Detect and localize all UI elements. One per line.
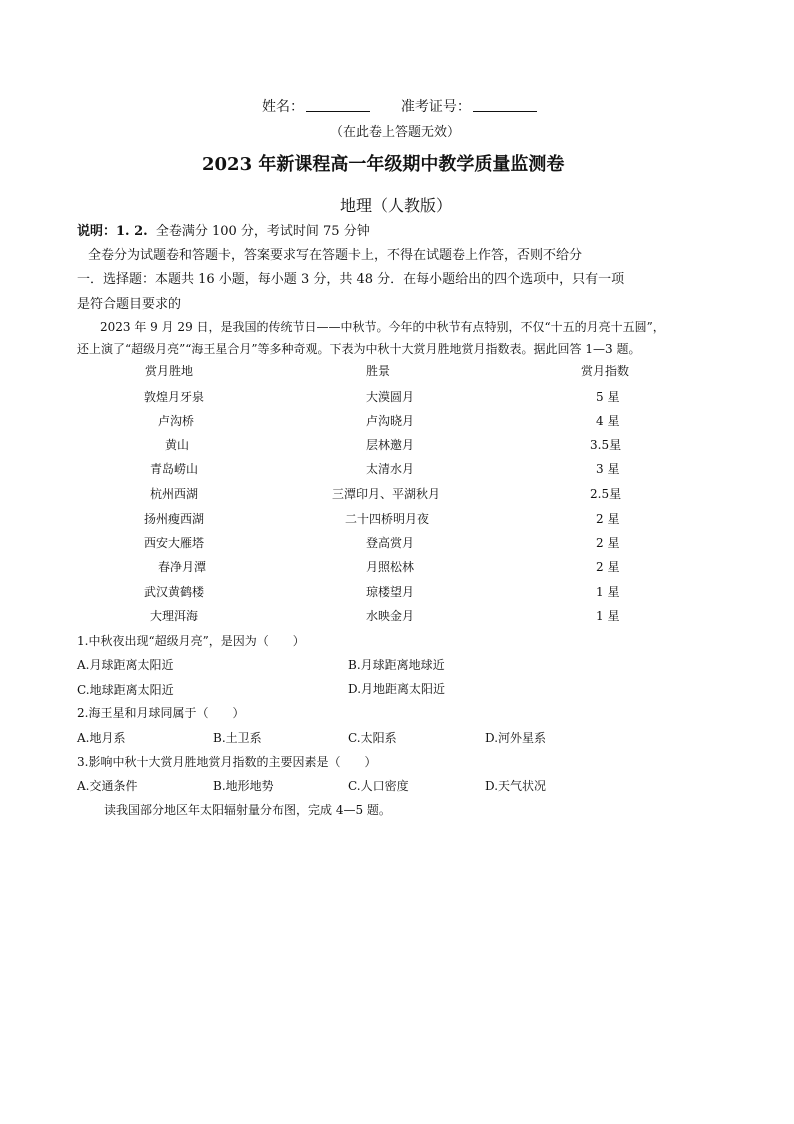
question-3-option-b[interactable]: B.地形地势 xyxy=(213,779,274,793)
question-1-option-d[interactable]: D.月地距离太阳近 xyxy=(348,682,446,696)
question-1-option-a[interactable]: A.月球距离太阳近 xyxy=(77,658,174,672)
table-header-scene: 胜景 xyxy=(366,364,391,378)
section-one-heading: 一．选择题：本题共 16 小题，每小题 3 分，共 48 分．在每小题给出的四个选项中，只有一项 xyxy=(77,272,625,287)
question-2-option-a[interactable]: A.地月系 xyxy=(77,731,126,745)
name-label: 姓名： xyxy=(262,99,304,115)
table-row: 黄山 层林邀月 3.5星 xyxy=(165,438,622,452)
page-subtitle: 地理（人教版） xyxy=(340,196,453,215)
page-title: 2023 年新课程高一年级期中教学质量监测卷 xyxy=(202,154,565,175)
table-header-place: 赏月胜地 xyxy=(145,364,194,378)
table-row: 武汉黄鹤楼 琼楼望月 1 星 xyxy=(144,585,620,599)
question-1-stem: 1.中秋夜出现“超级月亮”，是因为（ ） xyxy=(77,634,305,648)
table-row: 卢沟桥 卢沟晓月 4 星 xyxy=(158,414,620,428)
instructions-score: 全卷满分 100 分，考试时间 75 分钟 xyxy=(155,224,370,239)
question-1-option-b[interactable]: B.月球距离地球近 xyxy=(348,658,445,672)
passage-line-2: 还上演了“超级月亮”“海王星合月”等多种奇观。下表为中秋十大赏月胜地赏月指数表。据此回答 1—3 题。 xyxy=(77,342,641,356)
table-row: 西安大雁塔 登高赏月 2 星 xyxy=(144,536,620,550)
exam-number-label: 准考证号： xyxy=(400,99,471,115)
question-2-stem: 2.海王星和月球同属于（ ） xyxy=(77,706,245,720)
question-3-option-d[interactable]: D.天气状况 xyxy=(485,779,547,793)
table-row: 敦煌月牙泉 大漠圆月 5 星 xyxy=(144,390,620,404)
section-one-heading-cont: 是符合题目要求的 xyxy=(77,297,182,312)
instructions-label: 说明：1. 2. xyxy=(77,224,148,239)
question-1-option-c[interactable]: C.地球距离太阳近 xyxy=(77,683,174,697)
question-2-option-b[interactable]: B.土卫系 xyxy=(213,731,262,745)
table-header-index: 赏月指数 xyxy=(581,364,630,378)
notice: （在此卷上答题无效） xyxy=(330,125,461,140)
table-header xyxy=(0,362,794,384)
instructions-line-2: 全卷分为试题卷和答题卡，答案要求写在答题卡上，不得在试题卷上作答，否则不给分 xyxy=(88,248,583,263)
next-passage-intro: 读我国部分地区年太阳辐射量分布图，完成 4—5 题。 xyxy=(104,803,391,817)
question-3-option-a[interactable]: A.交通条件 xyxy=(77,779,138,793)
question-3-option-c[interactable]: C.人口密度 xyxy=(348,779,409,793)
name-blank xyxy=(306,99,370,112)
table-row: 青岛崂山 太清水月 3 星 xyxy=(150,462,620,476)
candidate-info xyxy=(262,96,537,116)
table-row: 春净月潭 月照松林 2 星 xyxy=(158,560,620,574)
instructions-line-1 xyxy=(77,220,370,239)
table-row: 杭州西湖 三潭印月、平湖秋月 2.5星 xyxy=(150,487,622,501)
question-2-option-d[interactable]: D.河外星系 xyxy=(485,731,547,745)
question-3-stem: 3.影响中秋十大赏月胜地赏月指数的主要因素是（ ） xyxy=(77,755,377,769)
exam-number-blank xyxy=(473,99,537,112)
passage-line-1: 2023 年 9 月 29 日，是我国的传统节日——中秋节。今年的中秋节有点特别，不仅“十五的月亮十五圆”， xyxy=(100,320,665,334)
question-2-option-c[interactable]: C.太阳系 xyxy=(348,731,397,745)
table-row: 大理洱海 水映金月 1 星 xyxy=(150,609,620,623)
table-row: 扬州瘦西湖 二十四桥明月夜 2 星 xyxy=(144,512,620,526)
